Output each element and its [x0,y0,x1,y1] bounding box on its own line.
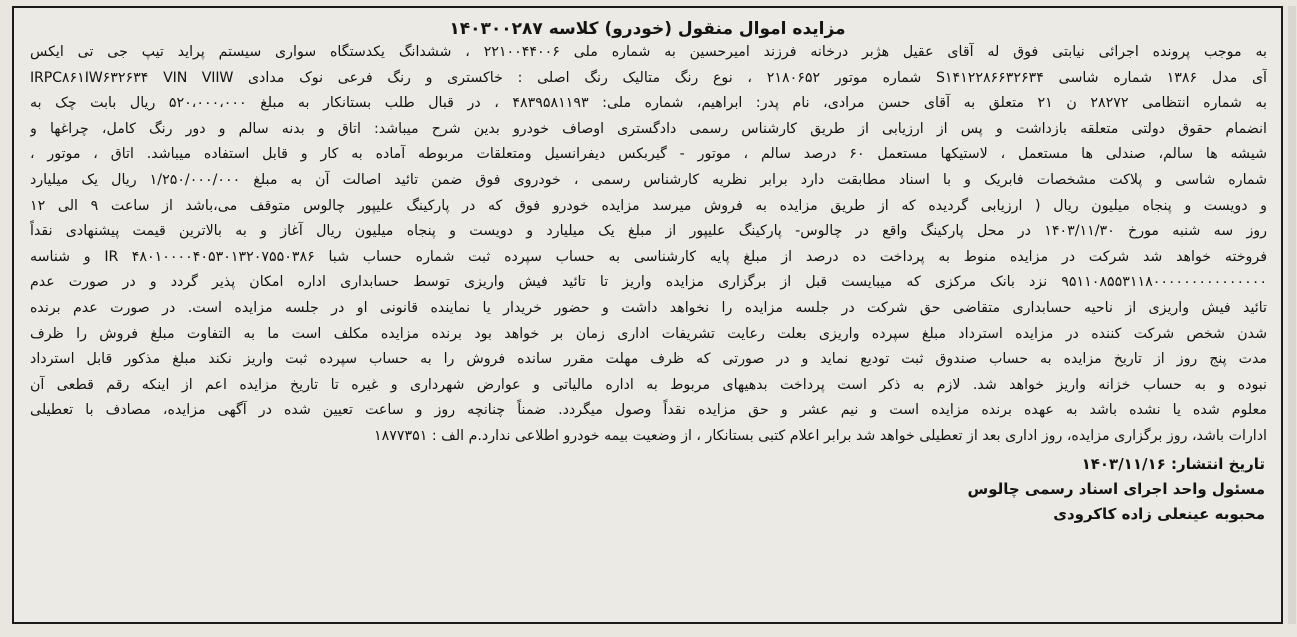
notice-line: و دویست و پنجاه میلیون ریال ( ارزیابی گردیده که از طریق مزایده به فروش میرسد مزایده خودرو فوق که در پارکینگ علیپور چالوس متوقف می،باشد از ساعت ۹ الی ۱۲ [30,197,1267,214]
notice-footer [14,452,1265,527]
notice-line: ۹۵۱۱۰۸۵۵۳۱۱۸۰۰۰۰۰۰۰۰۰۰۰۰۰۰۰ نزد بانک مرکزی که میبایست قبل از برگزاری مزایده واریز تا تائید فیش واریزی توسط حسابداری اداره امکان پذیر گردد و در صورت عدم [30,274,1267,291]
notice-line: مدت پنج روز از تاریخ مزایده به حساب صندوق ثبت تودیع نماید و در صورتی که ظرف مهلت مقرر سانده فروش را به حساب سپرده ثبت واریز نکند مبلغ مذکور قابل استرداد [30,351,1267,368]
publish-date: تاریخ انتشار: ۱۴۰۳/۱۱/۱۶ [1081,454,1265,473]
notice-line: شماره شاسی و پلاکت مشخصات فابریک و با اسناد مطابقت دارد برابر نظریه کارشناس رسمی ، خودروی فوق ضمن تائید اصالت آن به مبلغ ۱/۲۵۰/۰۰۰/۰۰۰ ریال یک میلیارد [30,171,1267,188]
officer-name: محبوبه عینعلی زاده کاکرودی [1053,504,1265,523]
notice-line: تائید فیش واریزی از ناحیه حسابداری متقاضی حق شرکت در جلسه مزایده را نخواهد داشت و حضور خریدار یا نماینده قانونی او در جلسه مزایده است. در صورت عدم برنده [30,299,1267,316]
notice-line: معلوم شده یا نشده باشد به عهده برنده مزایده است و نیم عشر و حق مزایده نقداً وصول میگردد. ضمناً چنانچه روز و ساعت تعیین شده در آگهی مزایده، مصادف با تعطیلی [30,402,1267,419]
page-edge [1288,6,1296,624]
notice-title: مزایده اموال منقول (خودرو) کلاسه ۱۴۰۳۰۰۲۸۷ [449,19,846,39]
notice-line: نبوده و به حساب خزانه واریز خواهد شد. لازم به ذکر است پرداخت بدهیهای مربوط به اداره مالیاتی و عوارض شهرداری و غیره تا تاریخ مزایده اعم از اینکه رقم قطعی آن [30,376,1267,393]
auction-notice [12,6,1283,624]
notice-line: انضمام حقوق دولتی متعلقه بازداشت و پس از ارزیابی از طریق کارشناس رسمی دادگستری اوصاف خودرو بدین شرح میباشد: اتاق و بدنه سالم و دور رنگ کامل، چراغها و [30,120,1267,137]
notice-line: ادارات باشد، روز برگزاری مزایده، روز اداری بعد از تعطیلی خواهد شد برابر اعلام کتبی بستانکار ، از وضعیت بیمه خودرو اطلاعی ندارد.م الف : ۱۸۷۷۳۵۱ [374,427,1267,444]
notice-line: فروخته خواهد شد شرکت در مزایده منوط به پرداخت ده درصد از مبلغ پایه کارشناسی به حساب سپرده ثبت شماره حساب شبا IR ۴۸۰۱۰۰۰۰۴۰۵۳۰۱۳۲۰۷۵۵۰۳۸۶ و شناسه [30,248,1267,265]
notice-line: روز سه شنبه مورخ ۱۴۰۳/۱۱/۳۰ در محل پارکینگ واقع در چالوس- پارکینگ علیپور از مبلغ یک میلیارد و دویست و پنجاه میلیون ریال آغاز و به بالاترین قیمت پیشنهادی نقداً [30,223,1267,240]
notice-line: شیشه ها سالم، صندلی ها مستعمل ، لاستیکها مستعمل ۶۰ درصد سالم ، موتور - گیربکس دیفرانسیل ومتعلقات مربوطه آماده به کار و قابل استفاده میباشد. اتاق ، موتور ، [30,146,1267,163]
notice-line: شدن شخص شرکت کننده در مزایده استرداد مبلغ سپرده واریزی بعلت رعایت تشریفات اداری زمان بر خواهد بود برنده مزایده مکلف است ما به التفاوت مبلغ فروش را ظرف [30,325,1267,342]
notice-line: به شماره انتظامی ۲۸۲۷۲ ن ۲۱ متعلق به آقای حسن مرادی، نام پدر: ابراهیم، شماره ملی: ۴۸۳۹۵۸۱۱۹۳ ، در قبال طلب بستانکار به مبلغ ۵۲۰،۰۰۰،۰۰۰ ریال بابت چک به [30,95,1267,112]
notice-line: آی مدل ۱۳۸۶ شماره شاسی S۱۴۱۲۲۸۶۶۳۲۶۳۴ شماره موتور ۲۱۸۰۶۵۲ ، نوع رنگ متالیک رنگ اصلی : خاکستری و رنگ فرعی نوک مدادی IRPC۸۶۱IW۶۳۲۶۳۴ VIN VIIW [30,69,1267,86]
notice-body [30,40,1267,450]
notice-line: به موجب پرونده اجرائی نیابتی فوق له آقای عقیل هژبر درخانه فرزند امیرحسین به شماره ملی ۲۲۱۰۰۴۴۰۰۶ ، ششدانگ یکدستگاه سواری سیستم پراید تیپ جی تی ایکس [30,44,1267,60]
officer-title: مسئول واحد اجرای اسناد رسمی چالوس [967,479,1265,498]
